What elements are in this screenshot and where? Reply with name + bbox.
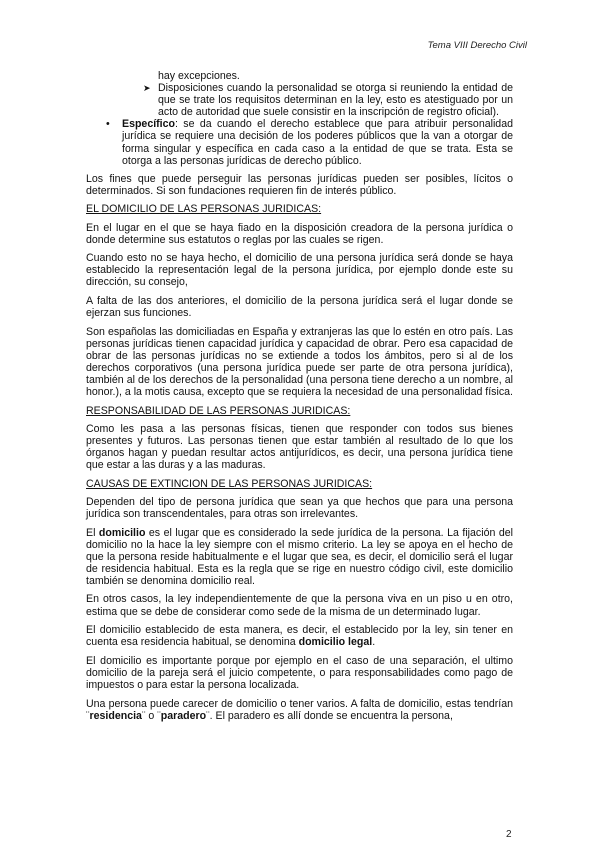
bold-term: paradero [160, 709, 207, 722]
page-number: 2 [506, 829, 512, 840]
paragraph-domicilio-legal: El domicilio establecido de esta manera, es decir, el establecido por la ley, sin tener en cuenta esa residencia habitual, se denomina domicilio legal. [86, 624, 513, 649]
bullet-list-item [86, 118, 513, 166]
paragraph: Como les pasa a las personas físicas, tienen que responder con todos sus bienes presentes y futuros. Las personas tienen que estar también al resultado de lo que los órganos hagan y puedan resultar actos antijurídicos, es decir, una persona jurídica tiene que estar a las duras y a las maduras. [86, 422, 513, 472]
arrow-bullet-icon: ➤ [143, 83, 151, 94]
bold-term: domicilio legal [298, 636, 373, 649]
paragraph: El domicilio es importante porque por ejemplo en el caso de una separación, el ultimo domicilio de la pareja será el juicio competente, o para responsabilidades como pago de impuestos o para estar la persona localizada. [86, 654, 513, 692]
section-heading-domicilio: EL DOMICILIO DE LAS PERSONAS JURIDICAS: [86, 203, 322, 216]
bullet-text: : se da cuando el derecho establece que para atribuir personalidad jurídica se requiere una decisión de los poderes públicos que la van a otorgar de forma singular y específica en cada caso a la entidad de que se trata. Esta se otorga a las personas jurídicas de derecho público. [122, 118, 513, 167]
page-content [86, 70, 513, 728]
bullet-term: Específico [122, 118, 175, 131]
bold-term: domicilio [98, 526, 146, 539]
bold-term: residencia [89, 709, 142, 722]
arrow-list-item [86, 82, 513, 118]
paragraph-domicilio-def: El domicilio es el lugar que es considerado la sede jurídica de la persona. La fijación del domicilio no la hace la ley siempre con el mismo criterio. La ley se apoya en el hecho de que la persona reside habitualmente e el lugar que sea, es decir, el domicilio será el lugar de residencia habitual. Esta es la regla que se rige en nuestro código civil, este domicilio también se denomina domicilio real. [86, 526, 513, 587]
paragraph: En el lugar en el que se haya fiado en la disposición creadora de la persona jurídica o donde determine sus estatutos o reglas por las cuales se rigen. [86, 221, 513, 246]
dot-bullet-icon: • [106, 118, 110, 131]
section-heading-extincion: CAUSAS DE EXTINCION DE LAS PERSONAS JURIDICAS: [86, 477, 373, 490]
arrow-item-text: Disposiciones cuando la personalidad se otorga si reuniendo la entidad de que se trate los requisitos determinan en la ley, esto es atestiguado por un acto de autoridad que suele consistir en la inscripción de registro oficial). [158, 82, 513, 119]
page-header-title: Tema VIII Derecho Civil [427, 40, 527, 51]
paragraph-fines: Los fines que puede perseguir las personas jurídicas pueden ser posibles, lícitos o determinados. Si son fundaciones requieren fin de interés público. [86, 172, 513, 197]
paragraph: Son españolas las domiciliadas en España y extranjeras las que lo estén en otro país. Las personas jurídicas tienen capacidad jurídica y capacidad de obrar. Pero esa capacidad de obrar de las personas jurídicas no se extiende a todos los ámbitos, pero si al de los derechos corporativos (una persona jurídica puede ser parte de otra persona jurídica), también al de los derechos de la personalidad (una persona tiene derecho a un nombre, al honor.), a la motis causa, excepto que se requiera la necesidad de una personalidad física. [86, 325, 513, 399]
paragraph: A falta de las dos anteriores, el domicilio de la persona jurídica será el lugar donde se ejerzan sus funciones. [86, 295, 513, 320]
paragraph: Cuando esto no se haya hecho, el domicilio de una persona jurídica será donde se haya establecido la representación legal de la persona jurídica, por ejemplo donde este su dirección, su consejo, [86, 252, 513, 289]
paragraph: En otros casos, la ley independientemente de que la persona viva en un piso u en otro, estima que se debe de considerar como sede de la misma de un determinado lugar. [86, 593, 513, 618]
section-heading-responsabilidad: RESPONSABILIDAD DE LAS PERSONAS JURIDICAS: [86, 404, 351, 417]
list-continuation: hay excepciones. [158, 70, 240, 82]
paragraph: Dependen del tipo de persona jurídica que sean ya que hechos que para una persona jurídica son transcendentales, para otras son irrelevantes. [86, 495, 513, 520]
paragraph-residencia: Una persona puede carecer de domicilio o tener varios. A falta de domicilio, estas tendrían ¨residencia¨ o ¨paradero¨. El paradero es allí donde se encuentra la persona, [86, 697, 513, 722]
